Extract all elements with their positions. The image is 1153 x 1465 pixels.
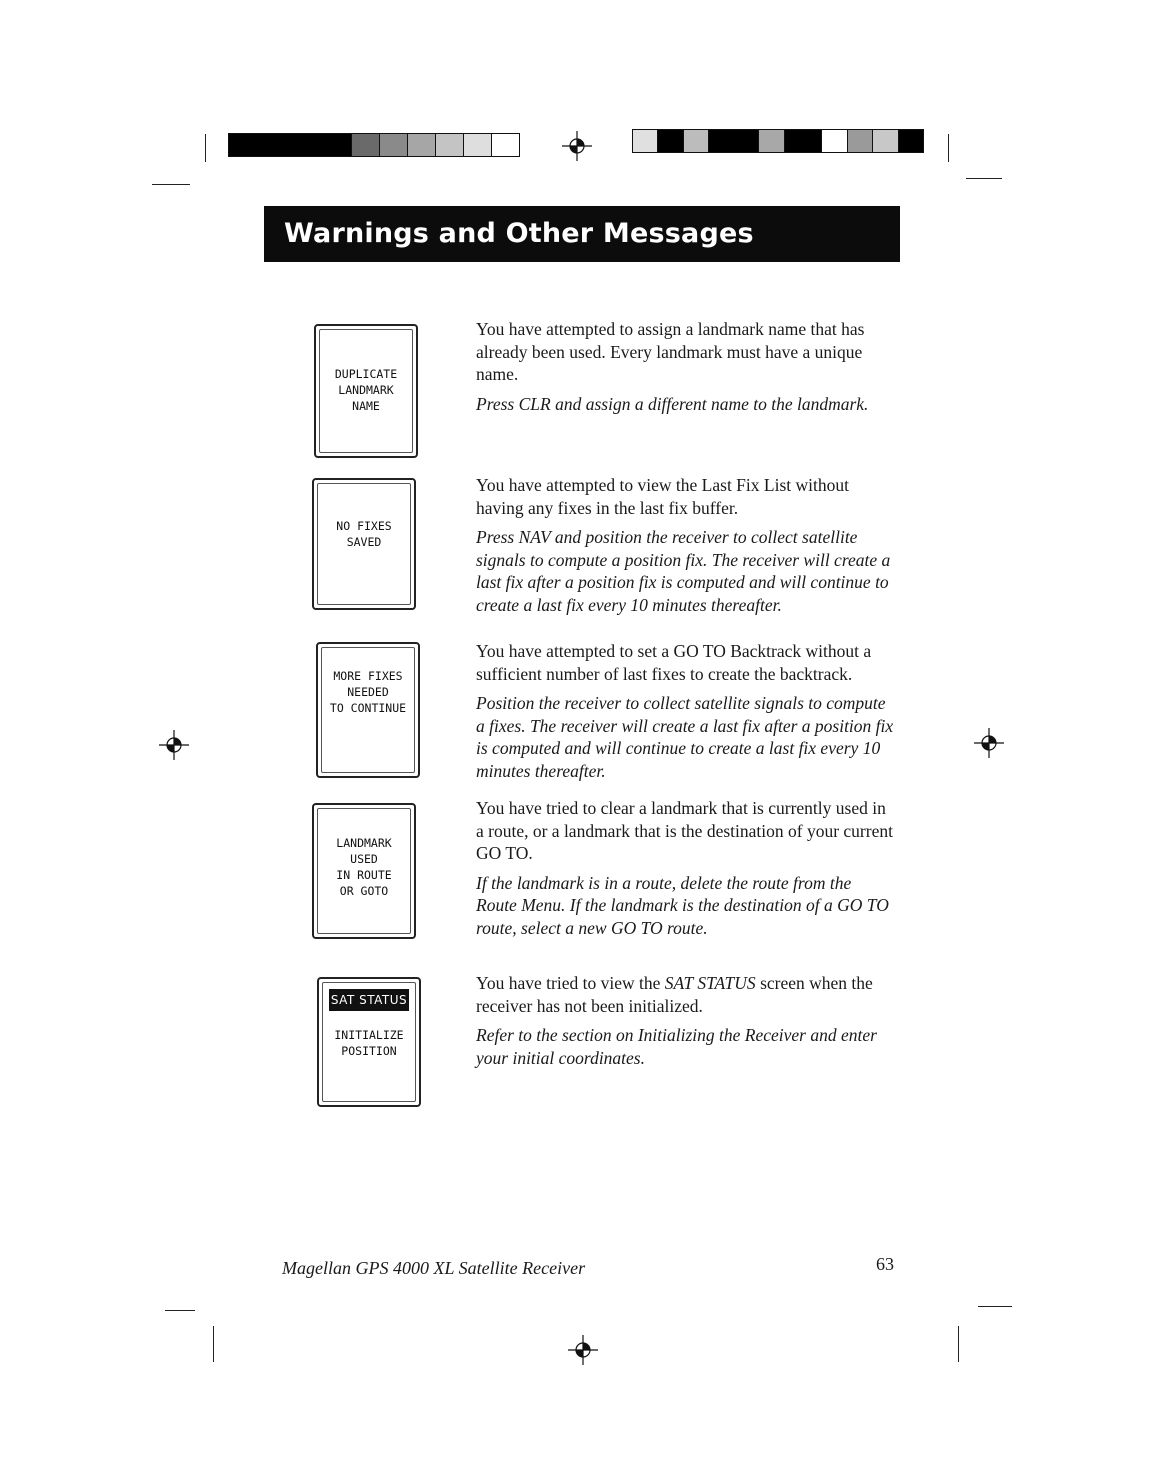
crop-mark-left-top bbox=[205, 134, 206, 162]
registration-mark-icon bbox=[974, 728, 1004, 758]
crop-mark-right-bottom bbox=[958, 1326, 959, 1362]
message-instruction: If the landmark is in a route, delete the route from the Route Menu. If the landmark is the destination of a GO TO route, select a new GO TO route. bbox=[476, 872, 889, 938]
screen-line: LANDMARK bbox=[338, 383, 394, 397]
crop-mark-right-bottom-h bbox=[978, 1306, 1012, 1307]
lcd-screen-duplicate-landmark bbox=[314, 324, 418, 458]
registration-mark-icon bbox=[568, 1335, 598, 1365]
screen-line: DUPLICATE bbox=[334, 367, 398, 381]
page-title: Warnings and Other Messages bbox=[264, 206, 900, 262]
message-duplicate-landmark bbox=[476, 318, 896, 415]
message-description: You have tried to clear a landmark that is currently used in a route, or a landmark that is the destination of your current GO TO. bbox=[476, 798, 893, 863]
lcd-screen-no-fixes bbox=[312, 478, 416, 610]
crop-mark-right-top bbox=[948, 134, 949, 162]
crop-mark-left-bottom bbox=[213, 1326, 214, 1362]
screen-line: INITIALIZE bbox=[334, 1028, 404, 1042]
registration-mark-icon bbox=[159, 730, 189, 760]
message-description: You have attempted to assign a landmark name that has already been used. Every landmark must have a unique name. bbox=[476, 319, 865, 384]
message-no-fixes bbox=[476, 474, 896, 616]
crop-mark-right-top-h bbox=[966, 178, 1002, 179]
message-description: You have tried to view the SAT STATUS screen when the receiver has not been initialized. bbox=[476, 973, 873, 1016]
screen-line: USED bbox=[350, 852, 378, 866]
page-number: 63 bbox=[876, 1254, 894, 1274]
crop-mark-left-top-h bbox=[152, 184, 190, 185]
message-instruction: Press CLR and assign a different name to the landmark. bbox=[476, 393, 869, 414]
message-instruction: Position the receiver to collect satellite signals to compute a fixes. The receiver will create a last fix after a position fix is computed and will continue to create a last fix every 10 minutes thereafter. bbox=[476, 693, 894, 781]
screen-line: NEEDED bbox=[347, 685, 389, 699]
message-description: You have attempted to set a GO TO Backtrack without a sufficient number of last fixes to create the backtrack. bbox=[476, 641, 872, 684]
screen-line: LANDMARK bbox=[336, 836, 392, 850]
screen-line: OR GOTO bbox=[339, 884, 389, 898]
screen-line: NAME bbox=[352, 399, 380, 413]
lcd-screen-sat-status bbox=[317, 977, 421, 1107]
lcd-screen-more-fixes bbox=[316, 642, 420, 778]
message-sat-status bbox=[476, 972, 896, 1069]
screen-line: TO CONTINUE bbox=[329, 701, 407, 715]
screen-line: SAVED bbox=[346, 535, 382, 549]
message-instruction: Refer to the section on Initializing the Receiver and enter your initial coordinates. bbox=[476, 1025, 877, 1068]
message-landmark-used bbox=[476, 797, 896, 939]
screen-line: MORE FIXES bbox=[333, 669, 403, 683]
screen-line: IN ROUTE bbox=[336, 868, 392, 882]
crop-mark-left-bottom-h bbox=[165, 1310, 195, 1311]
sat-status-header: SAT STATUS bbox=[329, 989, 409, 1011]
message-description: You have attempted to view the Last Fix List without having any fixes in the last fix buffer. bbox=[476, 475, 849, 518]
registration-mark-icon bbox=[562, 131, 592, 161]
footer-title: Magellan GPS 4000 XL Satellite Receiver bbox=[282, 1258, 586, 1278]
color-bar-left bbox=[228, 133, 520, 157]
screen-line: POSITION bbox=[341, 1044, 397, 1058]
message-more-fixes bbox=[476, 640, 896, 782]
color-bar-right bbox=[632, 129, 924, 153]
message-instruction: Press NAV and position the receiver to collect satellite signals to compute a position fix. The receiver will create a last fix after a position fix is computed and will continue to create a last fix every 10 minutes thereafter. bbox=[476, 527, 891, 615]
lcd-screen-landmark-used bbox=[312, 803, 416, 939]
screen-line: NO FIXES bbox=[336, 519, 392, 533]
